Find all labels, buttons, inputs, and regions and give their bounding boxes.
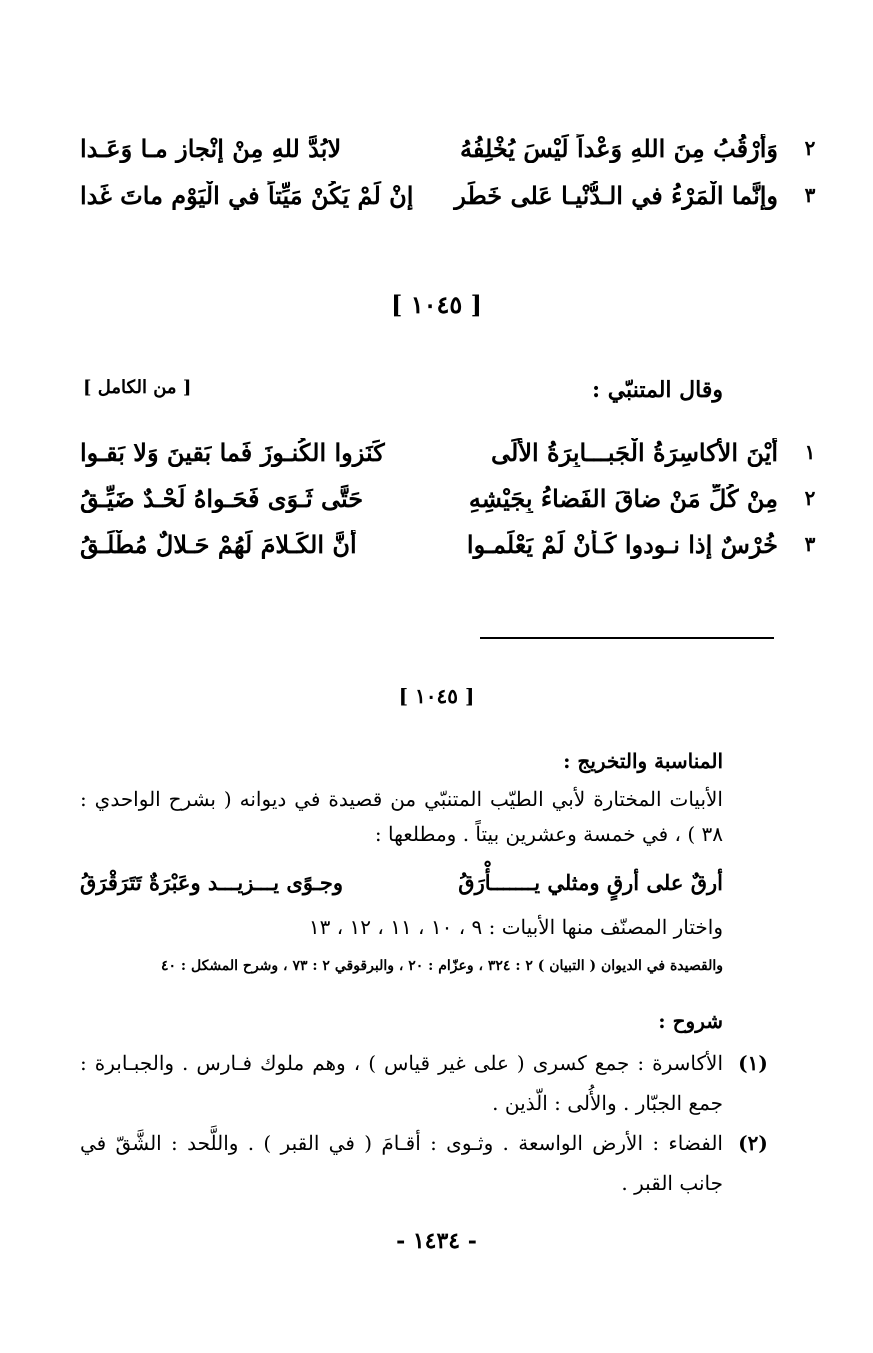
verse-row bbox=[80, 478, 816, 518]
commentary-heading-text: المناسبة والتخريج : bbox=[563, 749, 723, 773]
note-item bbox=[80, 1123, 773, 1203]
verse-second-hemistich: لابُدَّ للهِ مِنْ إِنْجازِ مـا وَعَـدا bbox=[80, 133, 342, 163]
note-number: (٢) bbox=[738, 1131, 768, 1155]
section-number: [ ١٠٤٥ ] bbox=[391, 290, 482, 319]
verse-number: ١ bbox=[804, 440, 816, 464]
commentary-heading bbox=[80, 744, 723, 779]
verse-number: ٢ bbox=[804, 486, 816, 510]
sources-note: والقصيدة في الديوان ( التبيان ) ٢ : ٣٢٤ ، وعزّام : ٢٠ ، والبرقوقي ٢ : ٧٣ ، وشرح المشكل : ٤٠ bbox=[161, 958, 723, 974]
note-text: الأكاسرة : جمع كسرى ( على غير قياس ) ، وهم ملوك فـارس . والجبـابرة : جمع الجبّار . والأُلى : الّذين . bbox=[80, 1051, 723, 1115]
opening-first-hemistich: أرقٌ على أرقٍ ومثلي يـــــــأْرَقُ bbox=[458, 869, 723, 895]
opening-verse bbox=[80, 862, 723, 902]
commentary-paragraph: الأبيات المختارة لأبي الطيّب المتنبّي من قصيدة في ديوانه ( بشرح الواحدي : ٣٨ ) ، في خمسة وعشرين بيتاً . ومطلعها : bbox=[80, 787, 723, 846]
verse-first-hemistich: أَيْنَ الأَكاسِرَةُ الْجَبـــابِرَةُ الأُلَى bbox=[491, 437, 778, 467]
verse-first-hemistich: وإنَّما الْمَرْءُ في الـدُّنْيـا عَلى خَطَرٍ bbox=[454, 180, 778, 210]
verse-row bbox=[80, 128, 816, 168]
verse-row bbox=[80, 524, 816, 564]
note-text: الفضاء : الأرض الواسعة . وثـوى : أقـامَ ( في القبر ) . واللَّحد : الشَّقّ في جانب القبر . bbox=[80, 1131, 723, 1195]
page-number: - ١٤٣٤ - bbox=[396, 1228, 477, 1254]
verse-first-hemistich: خُرْسٌ إذا نـودوا كَـأَنْ لَمْ يَعْلَمـوا bbox=[466, 529, 778, 559]
commentary-section-number: [ ١٠٤٥ ] bbox=[398, 684, 475, 708]
note-number: (١) bbox=[738, 1051, 768, 1075]
notes-heading-text: شروح : bbox=[658, 1009, 723, 1033]
note-item bbox=[80, 1043, 773, 1123]
poem-intro: وقال المتنبّي : bbox=[591, 377, 723, 403]
poem-meter: [ من الكامل ] bbox=[83, 377, 192, 398]
verse-number: ٣ bbox=[804, 532, 816, 556]
verse-second-hemistich: إِنْ لَمْ يَكُنْ مَيِّتاً في الْيَوْمِ ماتَ غَدا bbox=[80, 180, 414, 210]
verse-first-hemistich: مِنْ كُلِّ مَنْ ضاقَ الفَضاءُ بِجَيْشِهِ bbox=[468, 483, 778, 513]
verse-first-hemistich: وَأَرْقُبُ مِنَ اللهِ وَعْداً لَيْسَ يُخْلِفُهُ bbox=[459, 133, 778, 163]
notes-heading bbox=[80, 1004, 723, 1039]
verse-second-hemistich: حَتَّى ثَـوَى فَحَـواهُ لَحْـدٌ ضَيِّـقُ bbox=[80, 483, 364, 513]
separator-rule bbox=[480, 637, 774, 639]
selected-verses-note: واختار المصنّف منها الأبيات : ٩ ، ١٠ ، ١١ ، ١٢ ، ١٣ bbox=[308, 915, 723, 939]
verse-number: ٢ bbox=[804, 136, 816, 160]
verse-second-hemistich: أَنَّ الكَـلامَ لَهُمْ حَـلالٌ مُطْلَـقُ bbox=[80, 529, 357, 559]
verse-number: ٣ bbox=[804, 183, 816, 207]
verse-row bbox=[80, 175, 816, 215]
opening-second-hemistich: وجـوًى يـــزيـــد وعَبْرَةٌ تَتَرَقْرَقُ bbox=[80, 869, 343, 895]
verse-second-hemistich: كَنَزوا الكُنـوزَ فَما بَقينَ وَلا بَقـوا bbox=[80, 437, 385, 467]
verse-row bbox=[80, 432, 816, 472]
